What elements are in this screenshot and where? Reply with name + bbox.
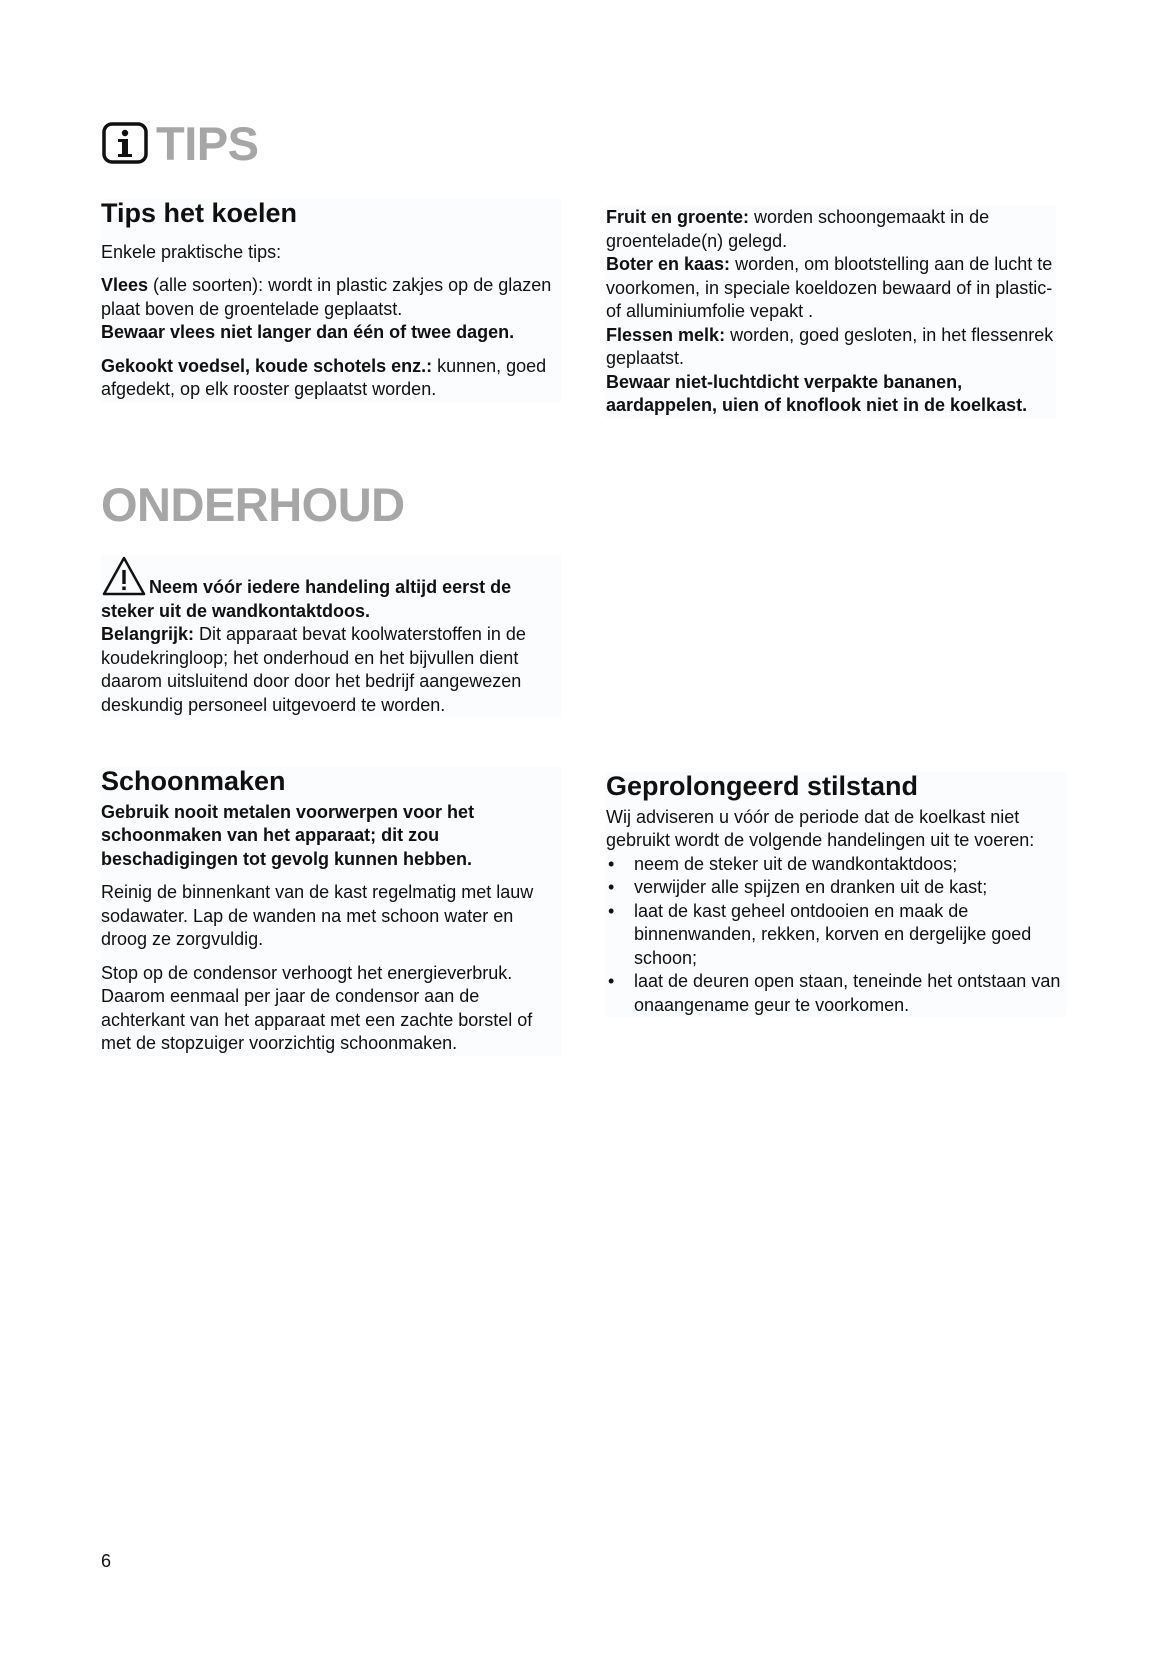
meat-tip: Vlees (alle soorten): wordt in plastic zakjes op de glazen plaat boven de groentelade geplaatst. bbox=[101, 275, 552, 319]
tips-header bbox=[102, 118, 522, 178]
cleaning-heading: Schoonmaken bbox=[101, 766, 286, 796]
cooked-food-tip: Gekookt voedsel, koude schotels enz.: kunnen, goed afgedekt, op elk rooster geplaatst worden. bbox=[101, 355, 547, 400]
info-icon bbox=[102, 122, 148, 164]
tips-title: TIPS bbox=[156, 117, 259, 170]
bananas-warning: Bewaar niet-luchtdicht verpakte bananen, aardappelen, uien of knoflook niet in de koelkast. bbox=[606, 371, 1028, 415]
cleaning-para-2: Stop op de condensor verhoogt het energieverbruk. Daarom eenmaal per jaar de condensor aan de achterkant van het apparaat met een zachte borstel of met de stopzuiger voorzichtig schoonmaken. bbox=[101, 962, 533, 1054]
cleaning-section bbox=[101, 767, 561, 1056]
maintenance-title: ONDERHOUD bbox=[101, 478, 405, 531]
cleaning-para-1: Reinig de binnenkant van de kast regelmatig met lauw sodawater. Lap de wanden na met schoon water en droog ze zorgvuldig. bbox=[101, 882, 534, 950]
standstill-section bbox=[606, 772, 1066, 1017]
list-item: • verwijder alle spijzen en dranken uit de kast; bbox=[606, 876, 1066, 900]
standstill-intro: Wij adviseren u vóór de periode dat de koelkast niet gebruikt wordt de volgende handelingen uit te voeren: bbox=[606, 806, 1035, 851]
list-item: • laat de kast geheel ontdooien en maak de binnenwanden, rekken, korven en dergelijke goed schoon; bbox=[606, 900, 1066, 971]
warning-icon bbox=[101, 555, 147, 597]
list-item: • neem de steker uit de wandkontaktdoos; bbox=[606, 853, 1066, 877]
standstill-list bbox=[606, 853, 1066, 1018]
safety-warning: Neem vóór iedere handeling altijd eerst de steker uit de wandkontaktdoos. bbox=[101, 555, 561, 623]
important-note: Belangrijk: Dit apparaat bevat koolwaterstoffen in de koudekringloop; het onderhoud en het bijvullen dient daarom uitsluitend door door het bedrijf aangewezen deskundig personeel uitgevoerd te worden. bbox=[101, 624, 526, 715]
cooling-intro: Enkele praktische tips: bbox=[101, 241, 282, 262]
meat-warning: Bewaar vlees niet langer dan één of twee dagen. bbox=[101, 322, 515, 343]
list-item: • laat de deuren open staan, teneinde het ontstaan van onaangename geur te voorkomen. bbox=[606, 970, 1066, 1017]
tips-cooling-right bbox=[606, 206, 1056, 418]
butter-tip: Boter en kaas: worden, om blootstelling aan de lucht te voorkomen, in speciale koeldozen bewaard of in plastic- of alluminiumfolie vepakt . bbox=[606, 254, 1053, 321]
standstill-heading: Geprolongeerd stilstand bbox=[606, 771, 919, 801]
fruit-tip: Fruit en groente: worden schoongemaakt in de groentelade(n) gelegd. bbox=[606, 207, 990, 251]
milk-tip: Flessen melk: worden, goed gesloten, in het flessenrek geplaatst. bbox=[606, 324, 1054, 368]
cooling-heading: Tips het koelen bbox=[101, 198, 298, 228]
cleaning-warning: Gebruik nooit metalen voorwerpen voor het schoonmaken van het apparaat; dit zou beschadigingen tot gevolg kunnen hebben. bbox=[101, 801, 475, 869]
tips-cooling-left bbox=[101, 199, 561, 402]
page-number: 6 bbox=[101, 1551, 112, 1571]
maintenance-warning-block bbox=[101, 555, 561, 717]
